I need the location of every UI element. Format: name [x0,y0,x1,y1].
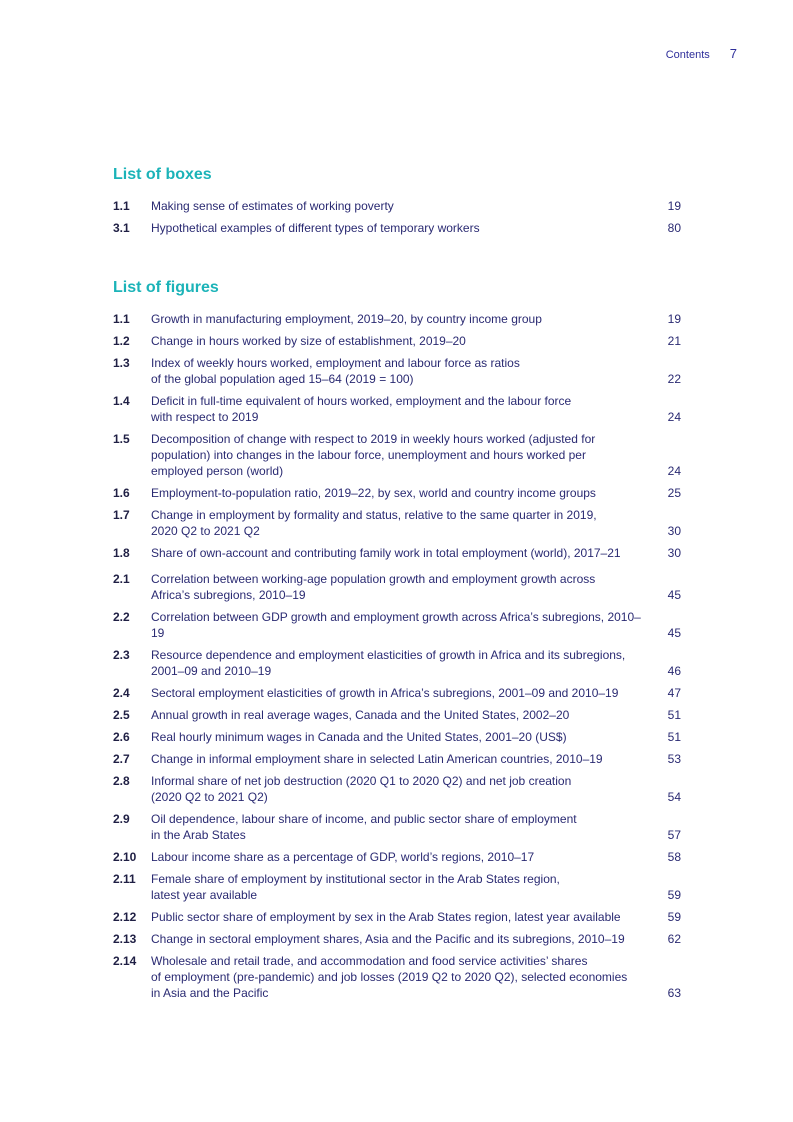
entry-number: 1.6 [113,486,130,500]
entry-title: Change in sectoral employment shares, Asia and the Pacific and its subregions, 2010–19 [151,932,625,946]
entry-title: Deficit in full-time equivalent of hours worked, employment and the labour force with respect to 2019 [151,394,572,424]
toc-entry[interactable] [113,545,681,561]
toc-entry[interactable] [113,751,681,767]
entry-page: 19 [667,312,681,326]
entry-number: 1.5 [113,432,130,446]
header-label: Contents [665,49,710,61]
entry-title: Public sector share of employment by sex in the Arab States region, latest year available [151,910,621,924]
page-number: 7 [729,46,737,61]
entry-page: 19 [667,199,681,213]
entry-title: Decomposition of change with respect to 2019 in weekly hours worked (adjusted for population) into changes in the labour force, unemployment and hours worked per employed person (world) [151,432,596,478]
entry-page: 59 [667,888,681,902]
entry-page: 21 [667,334,681,348]
list-of-figures [113,279,681,1007]
entry-page: 30 [667,546,681,560]
entry-title: Female share of employment by institutional sector in the Arab States region, latest year available [151,872,560,902]
toc-entry[interactable] [113,355,681,387]
entry-number: 1.1 [113,312,130,326]
entry-number: 2.5 [113,708,130,722]
toc-entry[interactable] [113,953,681,1001]
toc-entry[interactable] [113,311,681,327]
entry-page: 62 [667,932,681,946]
entry-title: Growth in manufacturing employment, 2019–20, by country income group [151,312,542,326]
entry-number: 2.11 [113,872,136,886]
entry-page: 58 [667,850,681,864]
toc-entry[interactable] [113,609,681,641]
entry-page: 30 [667,524,681,538]
entry-title: Annual growth in real average wages, Canada and the United States, 2002–20 [151,708,570,722]
entry-number: 1.1 [113,199,130,213]
entry-number: 2.14 [113,954,137,968]
figures-list [113,311,681,1001]
entry-title: Employment-to-population ratio, 2019–22, by sex, world and country income groups [151,486,596,500]
entry-number: 2.6 [113,730,130,744]
entry-number: 2.9 [113,812,130,826]
entry-number: 2.12 [113,910,137,924]
toc-entry[interactable] [113,647,681,679]
entry-page: 24 [667,410,681,424]
toc-entry[interactable] [113,485,681,501]
entry-number: 2.10 [113,850,137,864]
boxes-heading: List of boxes [113,166,212,183]
entry-title: Informal share of net job destruction (2020 Q1 to 2020 Q2) and net job creation (2020 Q2 to 2021 Q2) [151,774,572,804]
entry-title: Labour income share as a percentage of GDP, world’s regions, 2010–17 [151,850,535,864]
entry-page: 45 [667,626,681,640]
entry-number: 2.13 [113,932,137,946]
entry-page: 25 [667,486,681,500]
running-header [666,46,737,61]
figures-heading: List of figures [113,279,219,296]
toc-entry[interactable] [113,431,681,479]
entry-title: Correlation between GDP growth and employment growth across Africa’s subregions, 2010–19 [151,610,641,640]
toc-entry[interactable] [113,685,681,701]
entry-title: Resource dependence and employment elasticities of growth in Africa and its subregions, 2001–09 and 2010–19 [151,648,626,678]
toc-entry[interactable] [113,849,681,865]
entry-title: Change in informal employment share in selected Latin American countries, 2010–19 [151,752,603,766]
boxes-list [113,198,681,236]
entry-number: 2.2 [113,610,130,624]
entry-page: 51 [667,730,681,744]
toc-entry[interactable] [113,198,681,214]
entry-title: Index of weekly hours worked, employment and labour force as ratios of the global population aged 15–64 (2019 = 100) [151,356,520,386]
entry-title: Real hourly minimum wages in Canada and the United States, 2001–20 (US$) [151,730,567,744]
toc-entry[interactable] [113,773,681,805]
toc-entry[interactable] [113,507,681,539]
entry-number: 2.3 [113,648,130,662]
entry-title: Change in hours worked by size of establishment, 2019–20 [151,334,466,348]
entry-page: 59 [667,910,681,924]
entry-page: 54 [667,790,681,804]
toc-entry[interactable] [113,220,681,236]
entry-number: 3.1 [113,221,130,235]
entry-title: Wholesale and retail trade, and accommodation and food service activities’ shares of employment (pre-pandemic) and job losses (2019 Q2 to 2020 Q2), selected economies in Asia and the Pacific [151,954,628,1000]
entry-page: 63 [667,986,681,1000]
toc-entry[interactable] [113,707,681,723]
list-of-boxes [113,166,681,242]
entry-page: 46 [667,664,681,678]
entry-page: 24 [667,464,681,478]
entry-number: 2.1 [113,572,130,586]
entry-page: 47 [667,686,681,700]
toc-entry[interactable] [113,811,681,843]
entry-page: 53 [667,752,681,766]
entry-number: 2.7 [113,752,130,766]
entry-number: 1.4 [113,394,130,408]
toc-entry[interactable] [113,909,681,925]
entry-number: 1.8 [113,546,130,560]
entry-page: 57 [667,828,681,842]
entry-page: 22 [667,372,681,386]
entry-page: 51 [667,708,681,722]
entry-number: 2.4 [113,686,130,700]
entry-number: 1.2 [113,334,130,348]
entry-title: Making sense of estimates of working poverty [151,199,394,213]
toc-entry[interactable] [113,931,681,947]
entry-page: 80 [667,221,681,235]
entry-title: Sectoral employment elasticities of growth in Africa’s subregions, 2001–09 and 2010–19 [151,686,619,700]
entry-number: 1.3 [113,356,130,370]
entry-title: Change in employment by formality and status, relative to the same quarter in 2019, 2020 Q2 to 2021 Q2 [151,508,597,538]
entry-page: 45 [667,588,681,602]
entry-title: Oil dependence, labour share of income, and public sector share of employment in the Arab States [151,812,577,842]
toc-entry[interactable] [113,333,681,349]
entry-title: Share of own-account and contributing family work in total employment (world), 2017–21 [151,546,621,560]
toc-entry[interactable] [113,729,681,745]
toc-entry[interactable] [113,571,681,603]
entry-number: 2.8 [113,774,130,788]
toc-entry[interactable] [113,393,681,425]
entry-number: 1.7 [113,508,130,522]
toc-entry[interactable] [113,871,681,903]
entry-title: Hypothetical examples of different types of temporary workers [151,221,480,235]
entry-title: Correlation between working-age population growth and employment growth across Africa’s subregions, 2010–19 [151,572,596,602]
